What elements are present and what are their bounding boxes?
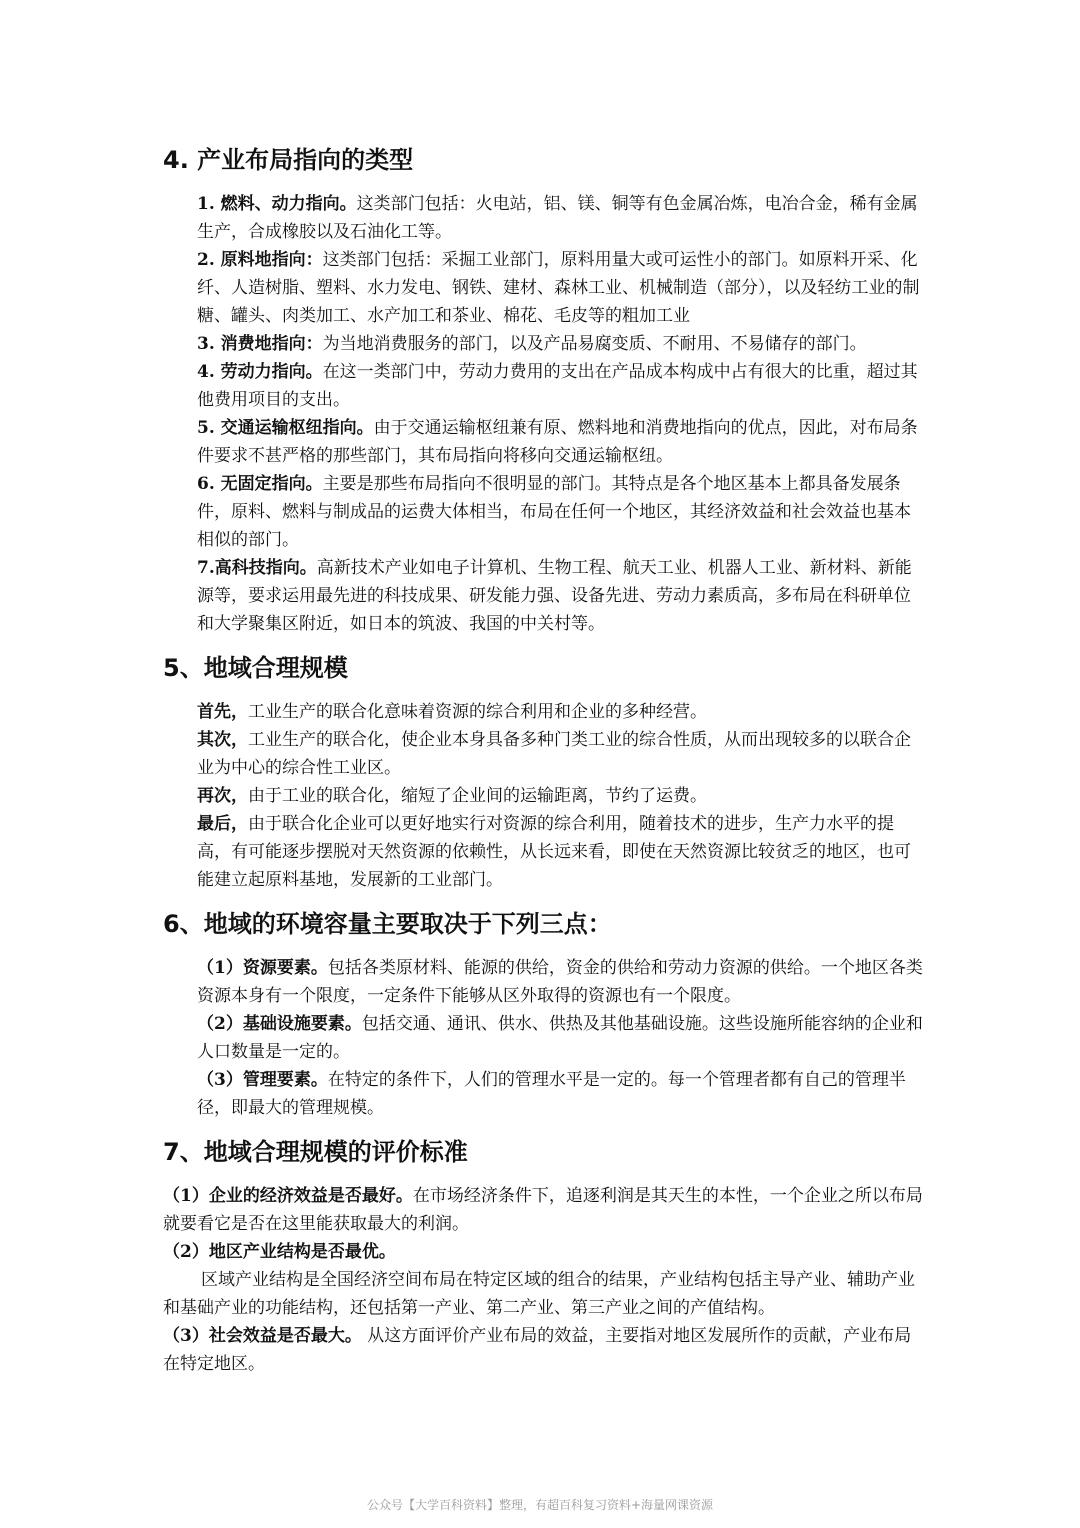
list-item [163,246,923,330]
item-text: 在特定的条件下，人们的管理水平是一定的。每一个管理者都有自己的管理半径，即最大的管理规模。 [197,1070,906,1118]
item-text: 高新技术产业如电子计算机、生物工程、航天工业、机器人工业、新材料、新能源等，要求运用最先进的科技成果、研发能力强、设备先进、劳动力素质高，多布局在科研单位和大学聚集区附近，如日本的筑波、我国的中关村等。 [197,558,912,634]
section-7-body [163,1182,923,1378]
item-lead: 1. 燃料、动力指向。 [197,194,357,214]
item-lead: （3）社会效益是否最大。 [163,1326,362,1346]
item-text: 在市场经济条件下，追逐利润是其天生的本性，一个企业之所以布局就要看它是否在这里能获取最大的利润。 [163,1186,923,1234]
item-lead: 6. 无固定指向。 [197,474,323,494]
criterion-2 [163,1238,923,1266]
section-7-title: 7、地域合理规模的评价标准 [163,1138,468,1166]
item-lead: （1）企业的经济效益是否最好。 [163,1186,413,1206]
item-lead: 7.高科技指向。 [197,558,317,578]
item-lead: （2）基础设施要素。 [197,1014,362,1034]
item-lead: 最后， [197,814,248,834]
section-6-list [163,954,923,1122]
document-content [163,140,923,1378]
section-4-title: 4. 产业布局指向的类型 [163,146,414,174]
item-text: 由于工业的联合化，缩短了企业间的运输距离，节约了运费。 [248,786,707,806]
list-item [163,554,923,638]
item-text: 包括各类原材料、能源的供给，资金的供给和劳动力资源的供给。一个地区各类资源本身有一个限度，一定条件下能够从区外取得的资源也有一个限度。 [197,958,923,1006]
list-item [163,954,923,1010]
section-6-title: 6、地域的环境容量主要取决于下列三点： [163,910,612,938]
item-lead: 再次， [197,786,248,806]
section-5-title: 5、地域合理规模 [163,654,348,682]
list-item [163,470,923,554]
item-text: 由于联合化企业可以更好地实行对资源的综合利用，随着技术的进步，生产力水平的提高，有可能逐步摆脱对天然资源的依赖性，从长远来看，即使在天然资源比较贫乏的地区，也可能建立起原料基地，发展新的工业部门。 [197,814,911,890]
list-item [163,414,923,470]
item-text: 主要是那些布局指向不很明显的部门。其特点是各个地区基本上都具备发展条件，原料、燃料与制成品的运费大体相当，布局在任何一个地区，其经济效益和社会效益也基本相似的部门。 [197,474,911,550]
item-lead: 其次， [197,730,248,750]
list-item [163,1066,923,1122]
item-text: 工业生产的联合化，使企业本身具备多种门类工业的综合性质，从而出现较多的以联合企业为中心的综合性工业区。 [197,730,911,778]
item-text: 从这方面评价产业布局的效益，主要指对地区发展所作的贡献，产业布局在特定地区。 [163,1326,912,1374]
item-text: 由于交通运输枢纽兼有原、燃料地和消费地指向的优点，因此，对布局条件要求不甚严格的那些部门，其布局指向将移向交通运输枢纽。 [197,418,918,466]
item-lead: 首先， [197,702,248,722]
section-4-list [163,190,923,638]
item-text: 工业生产的联合化意味着资源的综合利用和企业的多种经营。 [248,702,707,722]
list-item [163,1010,923,1066]
list-item [163,726,923,782]
item-lead: 3. 消费地指向： [197,334,323,354]
criterion-1 [163,1182,923,1238]
item-lead: （3）管理要素。 [197,1070,328,1090]
item-lead: （1）资源要素。 [197,958,328,978]
list-item [163,190,923,246]
item-lead: 2. 原料地指向： [197,250,323,270]
list-item [163,698,923,726]
page-footer: 公众号【大学百科资料】整理，有超百科复习资料+海量网课资源 [366,1498,714,1512]
section-5-list [163,698,923,894]
list-item [163,330,923,358]
item-text: 在这一类部门中，劳动力费用的支出在产品成本构成中占有很大的比重，超过其他费用项目的支出。 [197,362,918,410]
criterion-3 [163,1322,923,1378]
list-item [163,358,923,414]
item-text: 包括交通、通讯、供水、供热及其他基础设施。这些设施所能容纳的企业和人口数量是一定的。 [197,1014,923,1062]
item-lead: 5. 交通运输枢纽指向。 [197,418,374,438]
item-text: 为当地消费服务的部门，以及产品易腐变质、不耐用、不易储存的部门。 [322,334,867,354]
list-item [163,810,923,894]
item-lead: （2）地区产业结构是否最优。 [163,1242,396,1262]
item-text: 这类部门包括：火电站，铝、镁、铜等有色金属冶炼，电冶合金，稀有金属生产，合成橡胶以及石油化工等。 [197,194,918,242]
list-item [163,782,923,810]
criterion-2-body: 区域产业结构是全国经济空间布局在特定区域的组合的结果，产业结构包括主导产业、辅助产业和基础产业的功能结构，还包括第一产业、第二产业、第三产业之间的产值结构。 [163,1270,915,1318]
item-text: 这类部门包括：采掘工业部门，原料用量大或可运性小的部门。如原料开采、化纤、人造树脂、塑料、水力发电、钢铁、建材、森林工业、机械制造（部分），以及轻纺工业的制糖、罐头、肉类加工、水产加工和茶业、棉花、毛皮等的粗加工业 [197,250,920,326]
item-lead: 4. 劳动力指向。 [197,362,323,382]
